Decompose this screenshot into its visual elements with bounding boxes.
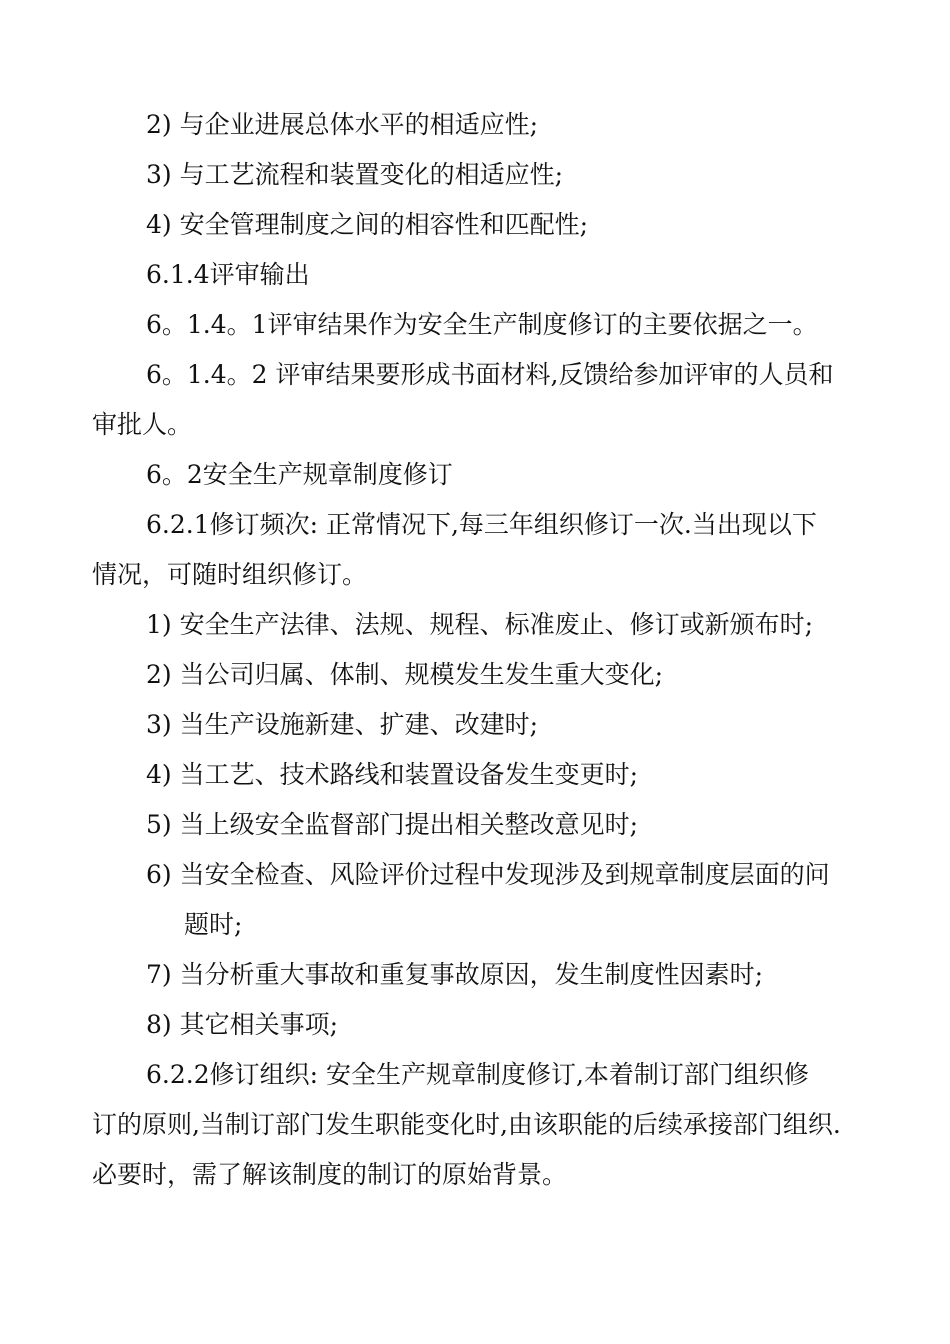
list-item: 3) 当生产设施新建、扩建、改建时; [146, 710, 539, 739]
paragraph-line: 6.2.2修订组织: 安全生产规章制度修订,本着制订部门组织修 [146, 1060, 809, 1089]
list-item: 2) 与企业进展总体水平的相适应性; [146, 110, 539, 139]
section-heading: 6.1.4评审输出 [146, 260, 310, 289]
paragraph-line: 审批人。 [92, 410, 193, 439]
list-item: 7) 当分析重大事故和重复事故原因，发生制度性因素时; [146, 960, 764, 989]
list-item: 8) 其它相关事项; [146, 1010, 339, 1039]
list-item: 1) 安全生产法律、法规、规程、标准废止、修订或新颁布时; [146, 610, 814, 639]
paragraph-line: 订的原则,当制订部门发生职能变化时,由该职能的后续承接部门组织. [92, 1110, 841, 1139]
list-item: 5) 当上级安全监督部门提出相关整改意见时; [146, 810, 639, 839]
paragraph-line: 必要时，需了解该制度的制订的原始背景。 [92, 1160, 568, 1189]
paragraph-line: 6。1.4。1评审结果作为安全生产制度修订的主要依据之一。 [146, 310, 818, 339]
list-item: 3) 与工艺流程和装置变化的相适应性; [146, 160, 564, 189]
paragraph-line: 6。1.4。2 评审结果要形成书面材料,反馈给参加评审的人员和 [146, 360, 834, 389]
list-item-continuation: 题时; [184, 910, 243, 939]
list-item: 2) 当公司归属、体制、规模发生发生重大变化; [146, 660, 664, 689]
list-item: 6) 当安全检查、风险评价过程中发现涉及到规章制度层面的问 [146, 860, 830, 889]
list-item: 4) 当工艺、技术路线和装置设备发生变更时; [146, 760, 639, 789]
section-heading: 6。2安全生产规章制度修订 [146, 460, 453, 489]
list-item: 4) 安全管理制度之间的相容性和匹配性; [146, 210, 589, 239]
paragraph-line: 6.2.1修订频次: 正常情况下,每三年组织修订一次.当出现以下 [146, 510, 817, 539]
paragraph-line: 情况，可随时组织修订。 [92, 560, 368, 589]
